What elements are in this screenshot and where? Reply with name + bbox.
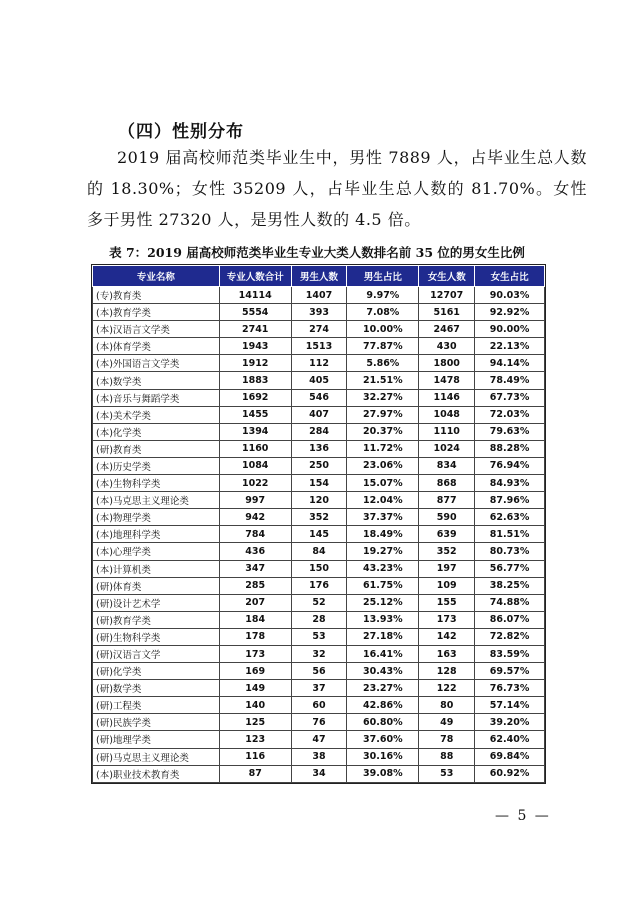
table-row [93, 611, 545, 628]
header-male-count: 男生人数 [291, 266, 347, 287]
male-count-cell: 60 [291, 697, 347, 714]
female-count-cell: 142 [419, 628, 475, 645]
male-count-cell: 407 [291, 406, 347, 423]
female-ratio-cell: 62.40% [475, 731, 545, 748]
table-row [93, 423, 545, 440]
major-name-cell: (研)民族学类 [93, 714, 220, 731]
total-cell: 436 [219, 543, 291, 560]
table-body [93, 287, 545, 783]
male-ratio-cell: 7.08% [347, 304, 419, 321]
male-ratio-cell: 42.86% [347, 697, 419, 714]
male-count-cell: 284 [291, 423, 347, 440]
total-cell: 1022 [219, 475, 291, 492]
table-row [93, 560, 545, 577]
total-cell: 1160 [219, 440, 291, 457]
total-cell: 173 [219, 645, 291, 662]
major-name-cell: (本)生物科学类 [93, 475, 220, 492]
major-name-cell: (研)体育类 [93, 577, 220, 594]
female-count-cell: 1146 [419, 389, 475, 406]
total-cell: 123 [219, 731, 291, 748]
table-row [93, 594, 545, 611]
total-cell: 116 [219, 748, 291, 765]
table-caption: 表 7：2019 届高校师范类毕业生专业大类人数排名前 35 位的男女生比例 [109, 245, 525, 260]
table-row [93, 440, 545, 457]
female-ratio-cell: 92.92% [475, 304, 545, 321]
female-ratio-cell: 39.20% [475, 714, 545, 731]
female-count-cell: 88 [419, 748, 475, 765]
table-row [93, 355, 545, 372]
table-row [93, 304, 545, 321]
male-count-cell: 84 [291, 543, 347, 560]
table-row [93, 492, 545, 509]
table-row [93, 475, 545, 492]
table-row [93, 287, 545, 304]
major-name-cell: (本)历史学类 [93, 457, 220, 474]
female-ratio-cell: 76.94% [475, 457, 545, 474]
female-count-cell: 163 [419, 645, 475, 662]
female-ratio-cell: 72.03% [475, 406, 545, 423]
male-ratio-cell: 37.60% [347, 731, 419, 748]
major-name-cell: (本)外国语言文学类 [93, 355, 220, 372]
male-ratio-cell: 23.27% [347, 680, 419, 697]
table-row [93, 389, 545, 406]
total-cell: 14114 [219, 287, 291, 304]
total-cell: 997 [219, 492, 291, 509]
male-ratio-cell: 12.04% [347, 492, 419, 509]
female-ratio-cell: 90.03% [475, 287, 545, 304]
table-row [93, 321, 545, 338]
female-count-cell: 1478 [419, 372, 475, 389]
male-count-cell: 32 [291, 645, 347, 662]
total-cell: 1943 [219, 338, 291, 355]
male-count-cell: 1513 [291, 338, 347, 355]
section-heading: （四）性别分布 [118, 122, 244, 142]
male-ratio-cell: 43.23% [347, 560, 419, 577]
table-row [93, 457, 545, 474]
total-cell: 87 [219, 765, 291, 782]
female-count-cell: 109 [419, 577, 475, 594]
total-cell: 184 [219, 611, 291, 628]
male-ratio-cell: 10.00% [347, 321, 419, 338]
major-name-cell: (本)地理科学类 [93, 526, 220, 543]
total-cell: 2741 [219, 321, 291, 338]
total-cell: 1692 [219, 389, 291, 406]
table-row [93, 663, 545, 680]
table-row [93, 526, 545, 543]
major-name-cell: (研)地理学类 [93, 731, 220, 748]
major-name-cell: (本)汉语言文学类 [93, 321, 220, 338]
male-ratio-cell: 16.41% [347, 645, 419, 662]
male-ratio-cell: 32.27% [347, 389, 419, 406]
total-cell: 1455 [219, 406, 291, 423]
male-ratio-cell: 9.97% [347, 287, 419, 304]
male-ratio-cell: 30.43% [347, 663, 419, 680]
female-ratio-cell: 62.63% [475, 509, 545, 526]
female-ratio-cell: 38.25% [475, 577, 545, 594]
female-count-cell: 868 [419, 475, 475, 492]
header-female-ratio: 女生占比 [475, 266, 545, 287]
female-ratio-cell: 22.13% [475, 338, 545, 355]
major-name-cell: (本)化学类 [93, 423, 220, 440]
female-count-cell: 49 [419, 714, 475, 731]
table-row [93, 543, 545, 560]
total-cell: 347 [219, 560, 291, 577]
female-count-cell: 1048 [419, 406, 475, 423]
male-count-cell: 38 [291, 748, 347, 765]
male-ratio-cell: 11.72% [347, 440, 419, 457]
table-row [93, 406, 545, 423]
female-count-cell: 173 [419, 611, 475, 628]
table-row [93, 697, 545, 714]
female-ratio-cell: 86.07% [475, 611, 545, 628]
female-ratio-cell: 76.73% [475, 680, 545, 697]
male-count-cell: 53 [291, 628, 347, 645]
major-name-cell: (研)数学类 [93, 680, 220, 697]
male-ratio-cell: 37.37% [347, 509, 419, 526]
male-ratio-cell: 25.12% [347, 594, 419, 611]
total-cell: 1912 [219, 355, 291, 372]
total-cell: 169 [219, 663, 291, 680]
female-ratio-cell: 90.00% [475, 321, 545, 338]
table-row [93, 765, 545, 782]
male-count-cell: 52 [291, 594, 347, 611]
total-cell: 149 [219, 680, 291, 697]
male-count-cell: 150 [291, 560, 347, 577]
major-name-cell: (研)化学类 [93, 663, 220, 680]
header-male-ratio: 男生占比 [347, 266, 419, 287]
female-ratio-cell: 87.96% [475, 492, 545, 509]
total-cell: 1084 [219, 457, 291, 474]
female-ratio-cell: 67.73% [475, 389, 545, 406]
female-ratio-cell: 60.92% [475, 765, 545, 782]
female-count-cell: 2467 [419, 321, 475, 338]
major-name-cell: (研)教育学类 [93, 611, 220, 628]
female-count-cell: 5161 [419, 304, 475, 321]
male-ratio-cell: 5.86% [347, 355, 419, 372]
female-count-cell: 197 [419, 560, 475, 577]
male-count-cell: 352 [291, 509, 347, 526]
major-name-cell: (本)美术学类 [93, 406, 220, 423]
major-name-cell: (本)体育学类 [93, 338, 220, 355]
female-ratio-cell: 94.14% [475, 355, 545, 372]
female-count-cell: 834 [419, 457, 475, 474]
table-header-row [93, 266, 545, 287]
female-ratio-cell: 84.93% [475, 475, 545, 492]
male-count-cell: 120 [291, 492, 347, 509]
table-row [93, 509, 545, 526]
table-row [93, 372, 545, 389]
male-ratio-cell: 61.75% [347, 577, 419, 594]
page-number: — 5 — [495, 808, 551, 824]
male-count-cell: 47 [291, 731, 347, 748]
total-cell: 1883 [219, 372, 291, 389]
table-row [93, 628, 545, 645]
total-cell: 1394 [219, 423, 291, 440]
table-row [93, 680, 545, 697]
total-cell: 942 [219, 509, 291, 526]
male-ratio-cell: 39.08% [347, 765, 419, 782]
male-count-cell: 274 [291, 321, 347, 338]
female-count-cell: 80 [419, 697, 475, 714]
male-count-cell: 34 [291, 765, 347, 782]
paragraph-text: 2019 届高校师范类毕业生中，男性 7889 人，占毕业生总人数的 18.30%；女性 35209 人，占毕业生总人数的 81.70%。女性多于男性 27320 人，是男性人数的 4.5 倍。 [87, 148, 587, 229]
male-count-cell: 250 [291, 457, 347, 474]
major-name-cell: (研)设计艺术学 [93, 594, 220, 611]
male-ratio-cell: 15.07% [347, 475, 419, 492]
total-cell: 784 [219, 526, 291, 543]
table-row [93, 645, 545, 662]
female-ratio-cell: 79.63% [475, 423, 545, 440]
male-count-cell: 28 [291, 611, 347, 628]
total-cell: 125 [219, 714, 291, 731]
male-ratio-cell: 60.80% [347, 714, 419, 731]
female-ratio-cell: 80.73% [475, 543, 545, 560]
table-row [93, 577, 545, 594]
major-name-cell: (研)工程类 [93, 697, 220, 714]
total-cell: 178 [219, 628, 291, 645]
female-ratio-cell: 72.82% [475, 628, 545, 645]
male-count-cell: 154 [291, 475, 347, 492]
female-count-cell: 590 [419, 509, 475, 526]
male-ratio-cell: 18.49% [347, 526, 419, 543]
male-count-cell: 112 [291, 355, 347, 372]
female-count-cell: 12707 [419, 287, 475, 304]
male-count-cell: 405 [291, 372, 347, 389]
female-count-cell: 1800 [419, 355, 475, 372]
male-count-cell: 37 [291, 680, 347, 697]
male-count-cell: 145 [291, 526, 347, 543]
table-row [93, 714, 545, 731]
major-name-cell: (研)生物科学类 [93, 628, 220, 645]
female-ratio-cell: 78.49% [475, 372, 545, 389]
female-count-cell: 155 [419, 594, 475, 611]
female-ratio-cell: 57.14% [475, 697, 545, 714]
header-female-count: 女生人数 [419, 266, 475, 287]
major-name-cell: (本)计算机类 [93, 560, 220, 577]
female-count-cell: 1024 [419, 440, 475, 457]
total-cell: 140 [219, 697, 291, 714]
total-cell: 285 [219, 577, 291, 594]
major-name-cell: (本)教育学类 [93, 304, 220, 321]
gender-ratio-table [91, 264, 546, 784]
male-count-cell: 56 [291, 663, 347, 680]
female-count-cell: 122 [419, 680, 475, 697]
male-ratio-cell: 20.37% [347, 423, 419, 440]
male-ratio-cell: 21.51% [347, 372, 419, 389]
female-ratio-cell: 81.51% [475, 526, 545, 543]
male-count-cell: 136 [291, 440, 347, 457]
major-name-cell: (研)教育类 [93, 440, 220, 457]
major-name-cell: (本)职业技术教育类 [93, 765, 220, 782]
female-count-cell: 1110 [419, 423, 475, 440]
female-count-cell: 78 [419, 731, 475, 748]
major-name-cell: (专)教育类 [93, 287, 220, 304]
female-count-cell: 128 [419, 663, 475, 680]
table-row [93, 731, 545, 748]
female-ratio-cell: 69.57% [475, 663, 545, 680]
major-name-cell: (本)马克思主义理论类 [93, 492, 220, 509]
table-row [93, 748, 545, 765]
female-count-cell: 53 [419, 765, 475, 782]
total-cell: 207 [219, 594, 291, 611]
header-major-name: 专业名称 [93, 266, 220, 287]
male-ratio-cell: 77.87% [347, 338, 419, 355]
female-count-cell: 877 [419, 492, 475, 509]
major-name-cell: (本)数学类 [93, 372, 220, 389]
male-ratio-cell: 27.97% [347, 406, 419, 423]
female-ratio-cell: 83.59% [475, 645, 545, 662]
male-ratio-cell: 30.16% [347, 748, 419, 765]
male-ratio-cell: 23.06% [347, 457, 419, 474]
male-count-cell: 176 [291, 577, 347, 594]
female-ratio-cell: 88.28% [475, 440, 545, 457]
table-row [93, 338, 545, 355]
male-ratio-cell: 19.27% [347, 543, 419, 560]
male-ratio-cell: 13.93% [347, 611, 419, 628]
header-total: 专业人数合计 [219, 266, 291, 287]
female-ratio-cell: 69.84% [475, 748, 545, 765]
male-ratio-cell: 27.18% [347, 628, 419, 645]
major-name-cell: (本)心理学类 [93, 543, 220, 560]
female-count-cell: 639 [419, 526, 475, 543]
female-count-cell: 352 [419, 543, 475, 560]
male-count-cell: 1407 [291, 287, 347, 304]
male-count-cell: 546 [291, 389, 347, 406]
major-name-cell: (本)物理学类 [93, 509, 220, 526]
major-name-cell: (研)马克思主义理论类 [93, 748, 220, 765]
female-ratio-cell: 74.88% [475, 594, 545, 611]
female-ratio-cell: 56.77% [475, 560, 545, 577]
female-count-cell: 430 [419, 338, 475, 355]
major-name-cell: (研)汉语言文学 [93, 645, 220, 662]
male-count-cell: 393 [291, 304, 347, 321]
male-count-cell: 76 [291, 714, 347, 731]
gender-distribution-paragraph [87, 142, 587, 235]
major-name-cell: (本)音乐与舞蹈学类 [93, 389, 220, 406]
total-cell: 5554 [219, 304, 291, 321]
